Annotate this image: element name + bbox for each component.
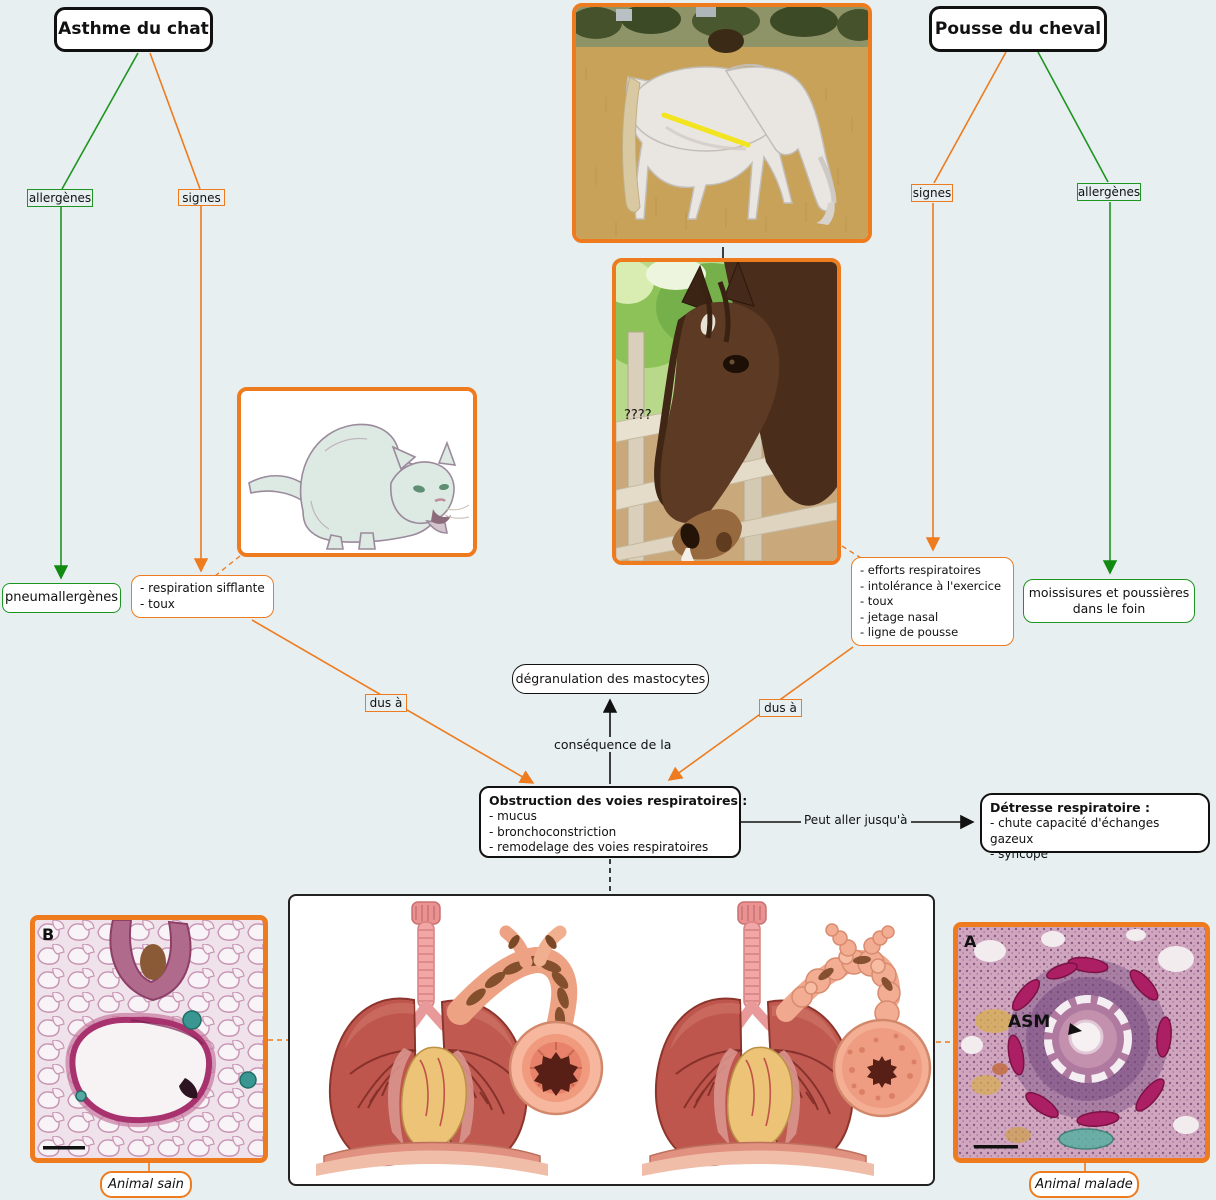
- label-dus-a-right: dus à: [759, 699, 802, 717]
- obstruction-item: - bronchoconstriction: [489, 824, 617, 839]
- sign-item: - intolérance à l'exercice: [860, 578, 1002, 593]
- asthmatic-lung-art: [642, 902, 930, 1176]
- illustration-lungs-comparison: [288, 894, 935, 1186]
- detresse-title: Détresse respiratoire :: [990, 800, 1150, 815]
- label-consequence-de-la: conséquence de la: [551, 737, 674, 752]
- folded-epithelium: [1044, 995, 1132, 1083]
- obstruction-title: Obstruction des voies respiratoires :: [489, 793, 748, 808]
- micrograph-a-letter: A: [964, 932, 977, 951]
- edge-cat-allergenes: [62, 53, 138, 189]
- moisissures-line2: dans le foin: [1072, 601, 1146, 616]
- healthy-bronchiole-crosssection: [510, 1022, 602, 1114]
- constricted-bronchiole-crosssection: [834, 1020, 930, 1116]
- node-signes-chat: [131, 575, 274, 618]
- label-allergenes-left: allergènes: [28, 191, 92, 205]
- photo-horse-head: [612, 258, 841, 565]
- sign-item: - jetage nasal: [860, 609, 939, 624]
- label-signes-left: signes: [178, 189, 225, 206]
- title-asthme-du-chat: Asthme du chat: [54, 7, 213, 52]
- label-dus-a-left: dus à: [365, 694, 407, 712]
- sign-item: - toux: [140, 596, 175, 611]
- caption-animal-malade: Animal malade: [1029, 1171, 1139, 1198]
- horse-head-question-annotation: ????: [624, 408, 652, 423]
- label-signes-right: signes: [912, 186, 952, 200]
- scale-bar: [43, 1146, 85, 1150]
- micrograph-b-letter: B: [42, 925, 55, 944]
- moisissures-line1: moissisures et poussières: [1028, 584, 1190, 600]
- sign-item: - respiration sifflante: [140, 581, 265, 595]
- node-pneumallergenes: pneumallergènes: [2, 583, 121, 613]
- caption-animal-sain: Animal sain: [100, 1171, 192, 1198]
- edge-horse-signes: [934, 52, 1006, 183]
- micrograph-healthy-airway: [30, 915, 268, 1163]
- edge-catimg-respiration: [215, 556, 240, 576]
- scale-bar: [974, 1145, 1018, 1149]
- label-allergenes-right: allergènes: [1077, 185, 1141, 199]
- obstruction-item: - mucus: [489, 809, 537, 824]
- sign-item: - toux: [860, 594, 894, 609]
- sign-item: - efforts respiratoires: [860, 563, 981, 577]
- label-peut-aller-jusqua: Peut aller jusqu'à: [801, 813, 911, 827]
- micrograph-diseased-airway: [953, 922, 1210, 1163]
- detresse-item: - syncope: [990, 847, 1049, 862]
- node-moisissures: [1023, 579, 1195, 623]
- detresse-item: - chute capacité d'échanges gazeux: [990, 816, 1160, 846]
- healthy-lung-art: [316, 902, 602, 1176]
- obstruction-item: - remodelage des voies respiratoires: [489, 840, 709, 855]
- photo-horse-heave-line: [572, 3, 872, 243]
- node-degranulation-mastocytes: dégranulation des mastocytes: [512, 664, 709, 694]
- title-pousse-du-cheval: Pousse du cheval: [929, 6, 1107, 52]
- illustration-cat: [237, 387, 477, 557]
- asm-annotation: ASM: [1008, 1012, 1051, 1032]
- edge-cat-signes: [150, 53, 200, 189]
- node-signes-cheval: [851, 557, 1014, 646]
- mucus-plug: [1059, 1129, 1113, 1149]
- node-obstruction: [479, 786, 748, 858]
- airway-lumen: [72, 1020, 209, 1120]
- sign-item: - ligne de pousse: [860, 625, 959, 640]
- edge-horse-allergenes: [1038, 52, 1108, 182]
- node-detresse: [980, 793, 1210, 862]
